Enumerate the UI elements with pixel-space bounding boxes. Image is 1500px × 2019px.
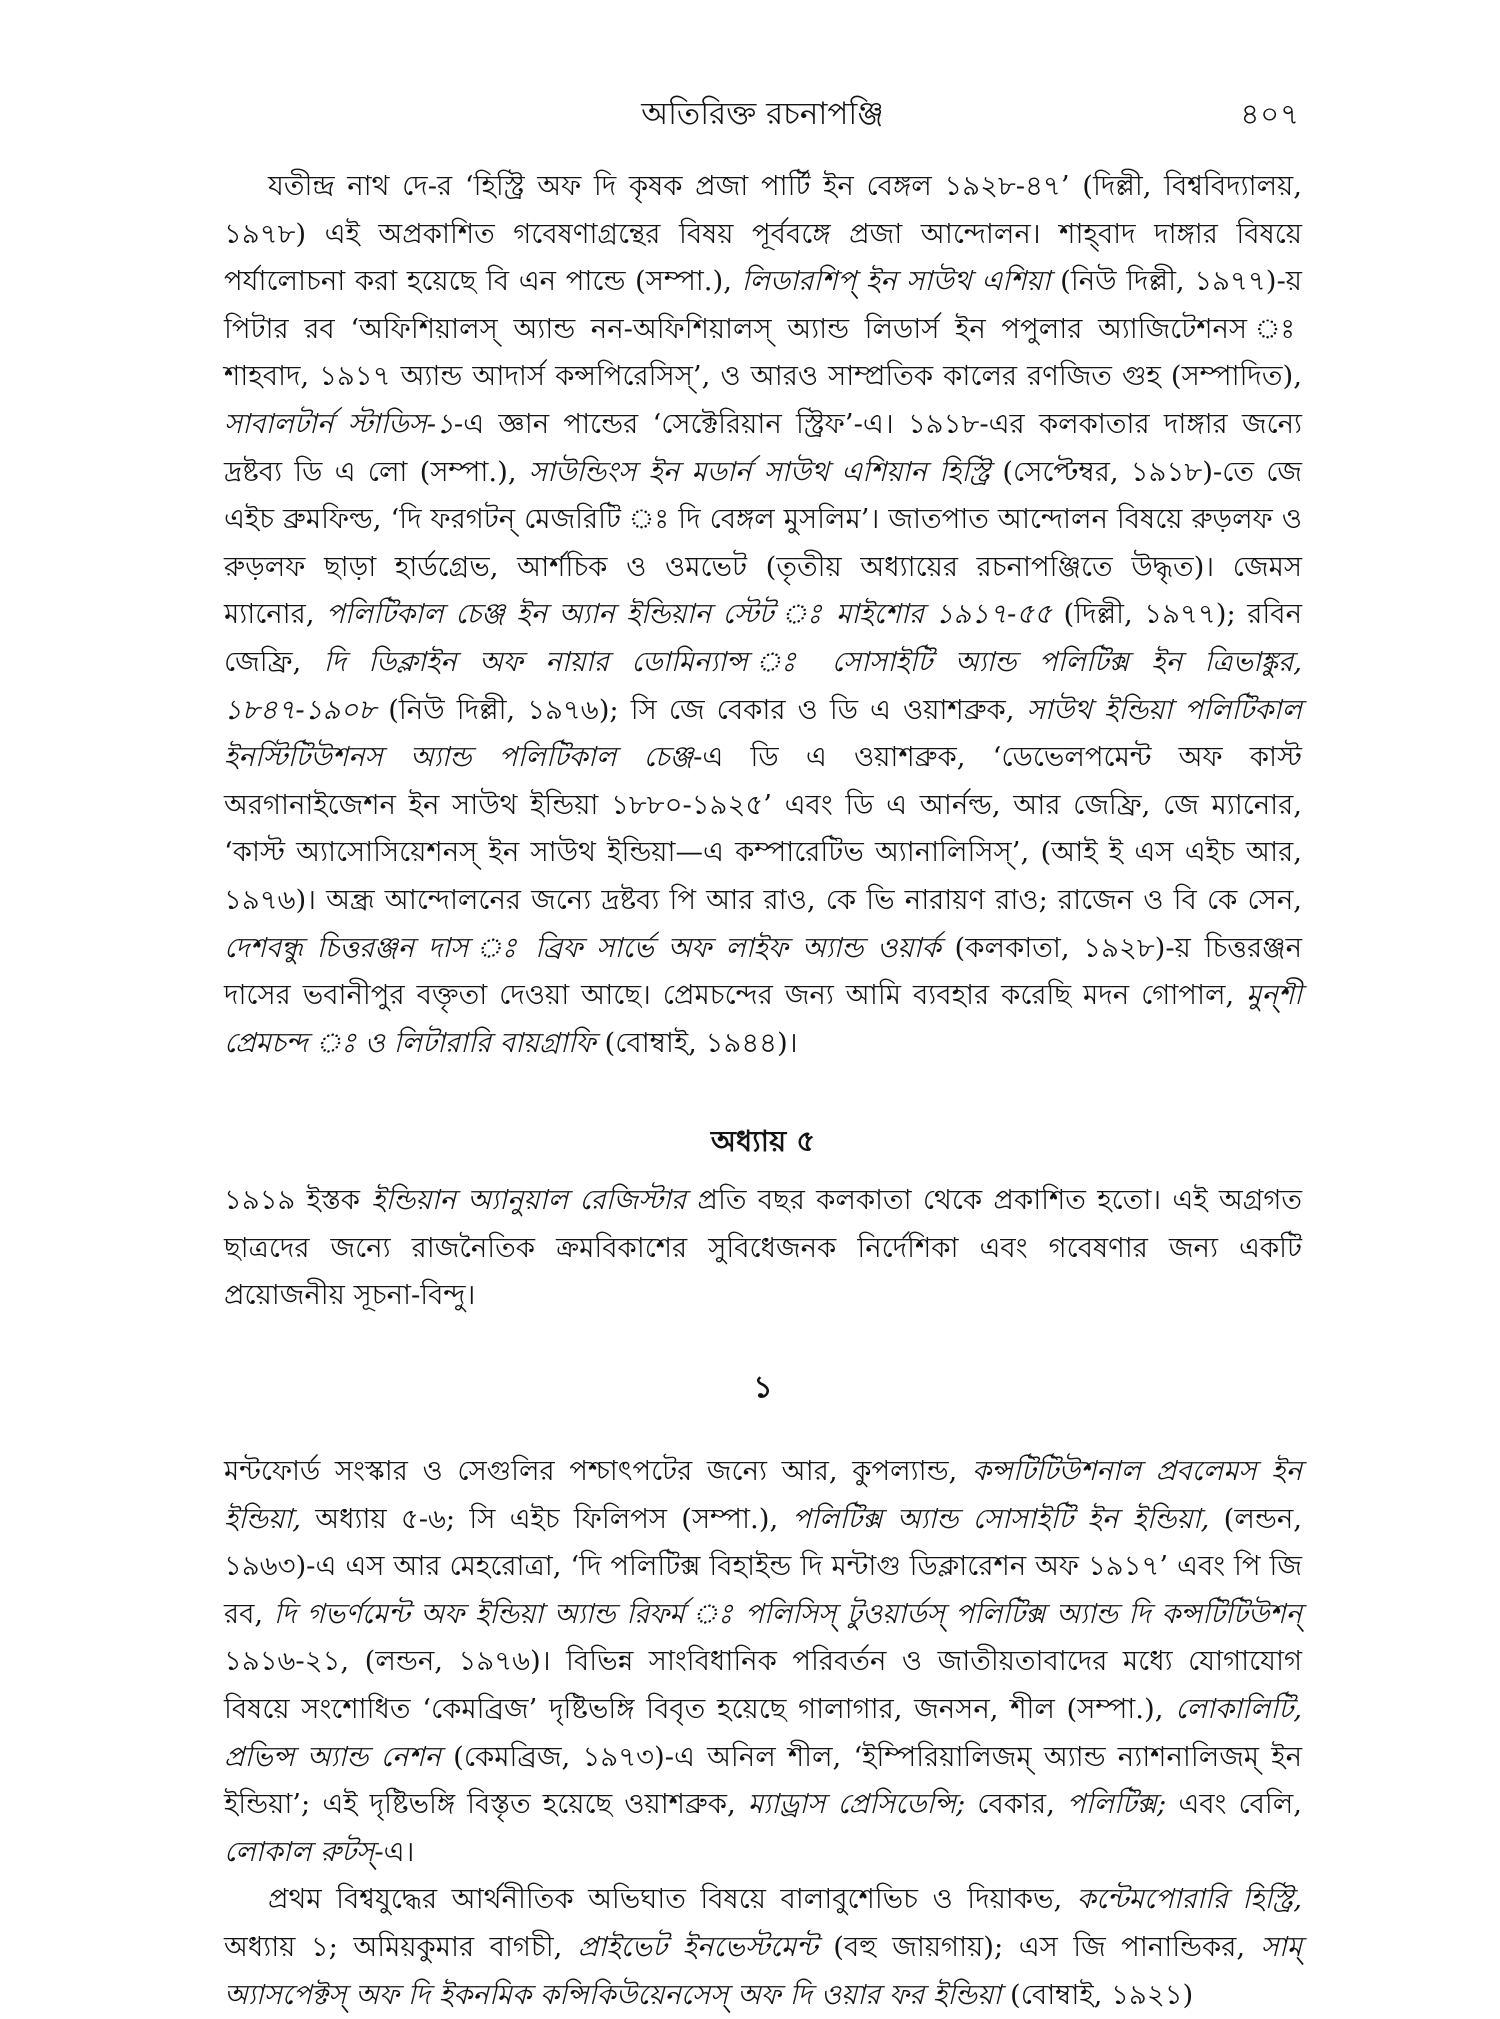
text-run: (বহু জায়গায়); এস জি পানান্ডিকর, [817,1931,1261,1963]
text-run: (সেপ্টেম্বর, ১৯১৮)-তে জে এইচ ব্রুমফিল্ড, ‘দি ফরগটন্‌ মেজরিটি ঃ দি বেঙ্গল মুসলিম’। জাতপাত আন্দোলন বিষয়ে রুড়লফ ও রুড়লফ ছাড়া হার্ডগ্রেভ, আর্শচিক ও ওমভেট (তৃতীয় অধ্যায়ের রচনাপঞ্জিতে উদ্ধৃত)। জেমস ম্যানোর, [224,455,1303,631]
italic-title: লোকালিটি, প্রভিন্স অ্যান্ড নেশন [224,1693,1302,1773]
italic-title: সাবালটার্ন স্টাডিস-১ [224,407,454,440]
running-header [225,92,1300,142]
italic-title: সাউথ ইন্ডিয়া পলিটিকাল ইনস্টিটিউশনস অ্যান্ড পলিটিকাল চেঞ্জ [224,693,1302,774]
text-run: (দিল্লী, ১৯৭৭); রবিন জেফ্রি, [224,598,1302,678]
paragraph-war-economics [224,1876,1302,2019]
text-run: (বোম্বাই, ১৯২১) [1001,1978,1194,2011]
text-run: প্রতি বছর কলকাতা থেকে প্রকাশিত হতো। এই অগ্রগত ছাত্রদের জন্যে রাজনৈতিক ক্রমবিকাশের সুবিধেজনক নির্দেশিকা এবং গবেষণার জন্য একটি প্রয়োজনীয় সূচনা-বিন্দু। [224,1184,1302,1312]
italic-title: লোকাল রুটস্‌ [224,1835,375,1868]
text-run: -এ ডি এ ওয়াশব্রুক, ‘ডেভেলপমেন্ট অফ কাস্ট অরগানাইজেশন ইন সাউথ ইন্ডিয়া ১৮৮০-১৯২৫’ এবং ডি এ আর্নল্ড, আর জেফ্রি, জে ম্যানোর, ‘কাস্ট অ্যাসোসিয়েশনস্‌ ইন সাউথ ইন্ডিয়া—এ কম্পারেটিভ অ্যানালিসিস্‌’, (আই ই এস এইচ আর, ১৯৭৬)। অন্ধ্র আন্দোলনের জন্যে দ্রষ্টব্য পি আর রাও, কে ভি নারায়ণ রাও; রাজেন ও বি কে সেন, [224,741,1302,916]
text-run: (নিউ দিল্লী, ১৯৭৭)-য় পিটার রব ‘অফিশিয়ালস্‌ অ্যান্ড নন-অফিশিয়ালস্‌ অ্যান্ড লিডার্স ইন পপুলার অ্যাজিটেশনস ঃ শাহবাদ, ১৯১৭ অ্যান্ড আদার্স কন্সপিরেসিস্‌’, ও আরও সাম্প্রতিক কালের রণজিত গুহ (সম্পাদিত), [224,265,1302,393]
text-run: -এ জ্ঞান পান্ডের ‘সেক্টেরিয়ান স্ট্রিফ’-এ। ১৯১৮-এর কলকাতার দাঙ্গার জন্যে দ্রষ্টব্য ডি এ লো (সম্পা.), [224,407,1303,488]
text-run: -এ। [374,1835,415,1868]
text-run: যতীন্দ্র নাথ দে-র ‘হিস্ট্রি অফ দি কৃষক প্রজা পার্টি ইন বেঙ্গল ১৯২৮-৪৭’ (দিল্লী, বিশ্ববিদ্যালয়, ১৯৭৮) এই অপ্রকাশিত গবেষণাগ্রন্থের বিষয় পূর্ববঙ্গে প্রজা আন্দোলন। শাহ্‌বাদ দাঙ্গার বিষয়ে পর্যালোচনা করা হয়েছে বি এন পান্ডে (সম্পা.), [224,170,1302,298]
chapter-heading: অধ্যায় ৫ [710,1124,816,1159]
italic-title: দি গভর্ণমেন্ট অফ ইন্ডিয়া অ্যান্ড রিফর্ম ঃ পলিসিস্‌ টুওয়ার্ডস্‌ পলিটিক্স অ্যান্ড দি কন্সটিটিউশন্‌ [273,1597,1302,1630]
text-run: ১৯১৯ ইস্তক [224,1184,372,1217]
paragraph-section1 [224,1448,1302,1876]
italic-title: কন্টেমপোরারি হিস্ট্রি, [1076,1883,1302,1916]
paragraph-chapter5-intro [224,1177,1302,1320]
running-title: অতিরিক্ত রচনাপঞ্জি [641,96,884,132]
text-run: মন্টফোর্ড সংস্কার ও সেগুলির পশ্চাৎপটের জন্যে আর, কুপল্যান্ড, [224,1455,972,1488]
italic-title: পলিটিক্স; [1066,1788,1167,1821]
text-run: (লন্ডন, ১৯৬৩)-এ এস আর মেহরোত্রা, ‘দি পলিটিক্স বিহাইন্ড দি মন্টাগু ডিক্লারেশন অফ ১৯১৭’ এবং পি জি রব, [224,1502,1302,1630]
italic-title: সাম্‌ অ্যাসপেক্টস্‌ অফ দি ইকনমিক কন্সিকিউয়েনসেস্‌ অফ দি ওয়ার ফর ইন্ডিয়া [224,1931,1302,2011]
italic-title: লিডারশিপ্‌ ইন সাউথ এশিয়া [741,265,1051,298]
italic-title: দেশবন্ধু চিত্তরঞ্জন দাস ঃ ব্রিফ সার্ভে অফ লাইফ অ্যান্ড ওয়ার্ক [224,931,941,964]
body-text [224,163,1302,2019]
italic-title: সাউন্ডিংস ইন মডার্ন সাউথ এশিয়ান হিস্ট্রি [528,455,991,488]
text-run: (বোম্বাই, ১৯৪৪)। [595,1026,798,1059]
italic-title: ম্যাড্রাস প্রেসিডেন্সি; [747,1788,966,1821]
text-run: (নিউ দিল্লী, ১৯৭৬); সি জে বেকার ও ডি এ ওয়াশব্রুক, [376,693,1027,726]
page-number: ৪০৭ [1240,97,1300,131]
text-run: এবং বেলি, [1166,1788,1303,1821]
paragraph-bibliography-chapter4 [224,163,1302,1067]
italic-title: ইন্ডিয়ান অ্যানুয়াল রেজিস্টার [371,1184,687,1217]
text-run: প্রথম বিশ্বযুদ্ধের আর্থনীতিক অভিঘাত বিষয়ে বালাবুশেভিচ ও দিয়াকভ, [268,1883,1077,1916]
text-run: বেকার, [965,1788,1067,1821]
section-number-heading: ১ [753,1370,773,1406]
text-run: (কেমব্রিজ, ১৯৭৩)-এ অনিল শীল, ‘ইম্পিরিয়ালিজম্‌ অ্যান্ড ন্যাশনালিজম্‌ ইন ইন্ডিয়া’; এই দৃষ্টিভঙ্গি বিস্তৃত হয়েছে ওয়াশব্রুক, [224,1740,1302,1821]
text-run: অধ্যায় ১; অমিয়কুমার বাগচী, [224,1931,578,1963]
italic-title: পলিটিক্স অ্যান্ড সোসাইটি ইন ইন্ডিয়া, [792,1502,1210,1535]
italic-title: পলিটিকাল চেঞ্জ ইন অ্যান ইন্ডিয়ান স্টেট ঃ মাইশোর ১৯১৭-৫৫ [326,598,1052,631]
text-run: অধ্যায় ৫-৬; সি এইচ ফিলিপস (সম্পা.), [301,1502,793,1535]
text-run: ১৯১৬-২১, (লন্ডন, ১৯৭৬)। বিভিন্ন সাংবিধানিক পরিবর্তন ও জাতীয়তাবাদের মধ্যে যোগাযোগ বিষয়ে সংশোধিত ‘কেমব্রিজ’ দৃষ্টিভঙ্গি বিবৃত হয়েছে গালাগার, জনসন, শীল (সম্পা.), [224,1645,1302,1726]
italic-title: মুন্‌শী প্রেমচন্দ ঃ ও লিটারারি বায়গ্রাফি [224,979,1302,1059]
italic-title: দি ডিক্লাইন অফ নায়ার ডোমিন্যান্স ঃ সোসাইটি অ্যান্ড পলিটিক্স ইন ত্রিভাঙ্কুর, ১৮৪৭-১৯০৮ [224,645,1302,726]
italic-title: প্রাইভেট ইনভেস্টমেন্ট [577,1931,818,1963]
text-run: (কলকাতা, ১৯২৮)-য় চিত্তরঞ্জন দাসের ভবানীপুর বক্তৃতা দেওয়া আছে। প্রেমচন্দের জন্য আমি ব্যবহার করেছি মদন গোপাল, [224,931,1302,1012]
italic-title: কন্সটিটিউশনাল প্রবলেমস ইন ইন্ডিয়া, [224,1455,1302,1535]
